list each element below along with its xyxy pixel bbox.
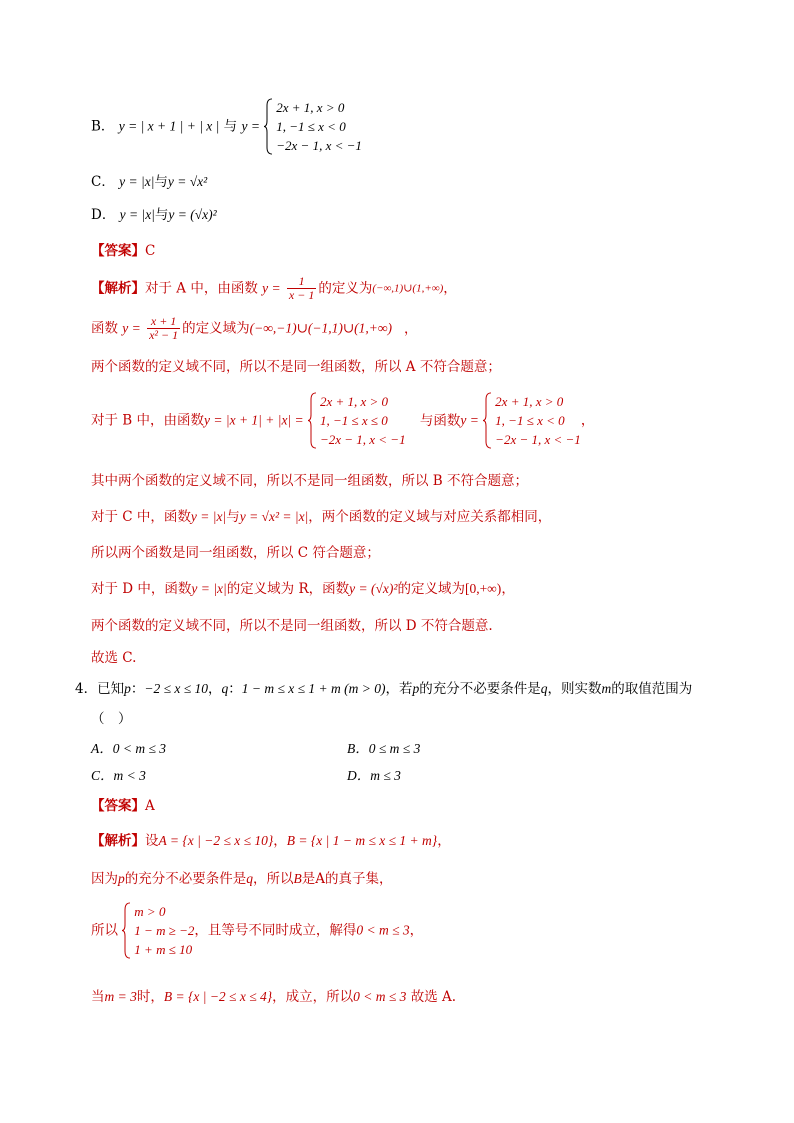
solution-4-line-4 [91, 988, 456, 1006]
expr: y = [460, 412, 479, 428]
solution-3-line-2 [91, 315, 418, 342]
solution-4-line-3 [91, 902, 423, 959]
solution-3-line-9: 两个函数的定义域不同，所以不是同一组函数，所以 D 不符合题意. [91, 618, 493, 634]
option-b: B．0 ≤ m ≤ 3 [347, 741, 421, 756]
text: 对于 D 中，函数 [91, 581, 192, 597]
var-p: p [118, 871, 125, 886]
answer-3 [91, 242, 155, 260]
piecewise-b [308, 392, 406, 449]
solution-tag: 【解析】 [91, 280, 145, 297]
option-b [91, 98, 362, 155]
text: ， [404, 320, 418, 337]
text: ， [437, 833, 451, 849]
expr: m = 3 [104, 989, 137, 1004]
solution-3-line-1 [91, 275, 457, 302]
option-d-mid: 与 [154, 207, 169, 223]
inequality-system [122, 902, 194, 959]
expr: y = [262, 280, 281, 296]
case-row: 2x + 1, x > 0 [319, 394, 389, 409]
question-4-paren: （ ） [91, 711, 132, 727]
option-b-rhs: y = [241, 118, 260, 134]
text: 的充分不必要条件是 [419, 681, 541, 697]
interval: [0,+∞) [464, 581, 502, 596]
text: ， [443, 280, 457, 297]
var-q: q [221, 681, 229, 696]
option-b-mid: 与 [223, 118, 238, 135]
left-brace-icon [264, 98, 273, 155]
question-4 [75, 680, 692, 698]
case-row: 2x + 1, x > 0 [276, 100, 345, 115]
text: 所以 [91, 922, 118, 939]
set-a: A = {x | −2 ≤ x ≤ 10} [158, 833, 274, 848]
var-m: m [601, 681, 612, 696]
solution-3-line-6 [91, 508, 551, 526]
text: 的定义为 [318, 280, 373, 297]
answer-4 [91, 797, 155, 815]
text: 故选 A. [410, 989, 457, 1005]
option-d [91, 206, 217, 224]
case-row: −2x − 1, x < −1 [319, 432, 406, 447]
text: ： [228, 681, 242, 697]
left-brace-icon [308, 392, 317, 449]
solution-4-line-1 [91, 832, 451, 850]
expr: y = |x| [191, 581, 227, 596]
interval: (−∞,1)∪(1,+∞) [372, 282, 444, 295]
text: ： [130, 681, 145, 697]
text: 设 [145, 833, 159, 849]
set-b: B = {x | 1 − m ≤ x ≤ 1 + m} [286, 833, 438, 848]
option-c [91, 173, 207, 191]
text: ， [208, 681, 222, 697]
solution-3-line-4 [91, 392, 594, 449]
text: ， [409, 922, 424, 939]
text: ，成立，所以 [272, 989, 354, 1005]
var-p: p [124, 681, 131, 696]
text: 时， [136, 989, 164, 1005]
case-row: m > 0 [134, 904, 166, 919]
text: ，若 [385, 681, 413, 697]
option-c-mid: 与 [154, 174, 168, 190]
text: ， [501, 581, 515, 597]
case-row: 1 + m ≤ 10 [134, 942, 193, 957]
option-c: C．m < 3 [91, 768, 146, 783]
answer-value: C [145, 243, 156, 259]
q-condition: 1 − m ≤ x ≤ 1 + m (m > 0) [241, 681, 386, 696]
left-brace-icon [483, 392, 492, 449]
question-number: 4． [75, 681, 98, 697]
text: 的取值范围为 [611, 681, 693, 697]
text: 对于 A 中，由函数 [145, 280, 258, 297]
case-row: −2x − 1, x < −1 [495, 432, 581, 447]
case-row: 1, −1 ≤ x < 0 [495, 413, 565, 428]
option-d-expr1: y = |x| [119, 207, 155, 222]
text: ，则实数 [547, 681, 602, 697]
text: 与 [226, 509, 240, 525]
text: 的定义域为 [182, 320, 250, 337]
text: 是A的真子集， [301, 871, 393, 887]
var-p: p [412, 681, 420, 696]
expr: y = |x + 1| + |x| = [204, 412, 304, 428]
option-b-label: B． [91, 118, 115, 135]
text: 与函数 [419, 412, 461, 429]
option-d-label: D． [91, 207, 116, 223]
var-q: q [540, 681, 548, 696]
case-row: 1, −1 ≤ x < 0 [276, 119, 346, 134]
text: ，且等号不同时成立，解得 [194, 922, 357, 939]
answer-value: A [145, 798, 155, 814]
option-b-piecewise [264, 98, 362, 155]
fraction [147, 315, 180, 342]
solution-3-line-8 [91, 580, 515, 598]
text: 函数 [91, 320, 118, 337]
text: ， [273, 833, 287, 849]
solution-3-line-5: 其中两个函数的定义域不同，所以不是同一组函数，所以 B 不符合题意； [91, 473, 529, 489]
solution-3-line-3: 两个函数的定义域不同，所以不是同一组函数，所以 A 不符合题意； [91, 359, 501, 375]
solution-4-line-2 [91, 870, 393, 888]
result: 0 < m ≤ 3 [353, 989, 407, 1004]
expr: y = |x| [190, 509, 227, 524]
result: 0 < m ≤ 3 [356, 922, 410, 938]
p-condition: −2 ≤ x ≤ 10 [144, 681, 209, 696]
text: 的定义域为 [397, 581, 465, 597]
expr: y = √x² = |x| [239, 509, 309, 524]
text: ，两个函数的定义域与对应关系都相同， [308, 509, 552, 525]
numerator: 1 [287, 275, 316, 289]
interval: (−∞,−1)∪(−1,1)∪(1,+∞) [249, 320, 393, 336]
option-c-label: C． [91, 174, 115, 190]
expr: y = (√x)² [349, 581, 398, 596]
var-q: q [246, 871, 253, 886]
option-d-expr2: y = (√x)² [168, 207, 217, 222]
solution-3-line-7: 所以两个函数是同一组函数，所以 C 符合题意； [91, 545, 380, 561]
solution-3-line-10: 故选 C. [91, 650, 137, 666]
fraction [287, 275, 316, 302]
set-b: B = {x | −2 ≤ x ≤ 4} [163, 989, 273, 1004]
text: 当 [91, 989, 105, 1005]
denominator: x − 1 [288, 288, 315, 302]
option-a: A．0 < m ≤ 3 [91, 741, 167, 756]
option-c-expr1: y = |x| [119, 174, 155, 189]
option-d: D．m ≤ 3 [347, 768, 401, 783]
var-b: B [293, 871, 302, 886]
text: 已知 [97, 681, 125, 697]
case-row: −2x − 1, x < −1 [276, 138, 362, 153]
case-row: 1 − m ≥ −2 [134, 923, 195, 938]
option-b-lhs: y = | x + 1 | + | x | [118, 118, 220, 134]
text: ， [580, 412, 595, 429]
text: 因为 [91, 871, 118, 887]
answer-label: 【答案】 [91, 798, 145, 814]
answer-label: 【答案】 [91, 243, 145, 259]
case-row: 1, −1 ≤ x ≤ 0 [319, 413, 388, 428]
left-brace-icon [122, 902, 131, 959]
case-row: 2x + 1, x > 0 [495, 394, 564, 409]
solution-tag: 【解析】 [91, 833, 145, 849]
text: ，所以 [253, 871, 294, 887]
denominator: x² − 1 [149, 328, 179, 342]
piecewise-b2 [483, 392, 581, 449]
text: 对于 B 中，由函数 [91, 412, 205, 429]
text: 对于 C 中，函数 [91, 509, 191, 525]
numerator: x + 1 [147, 315, 180, 329]
text: 的充分不必要条件是 [124, 871, 247, 887]
option-c-expr2: y = √x² [167, 174, 208, 189]
expr: y = [122, 320, 141, 336]
text: 的定义域为 R，函数 [226, 581, 350, 597]
